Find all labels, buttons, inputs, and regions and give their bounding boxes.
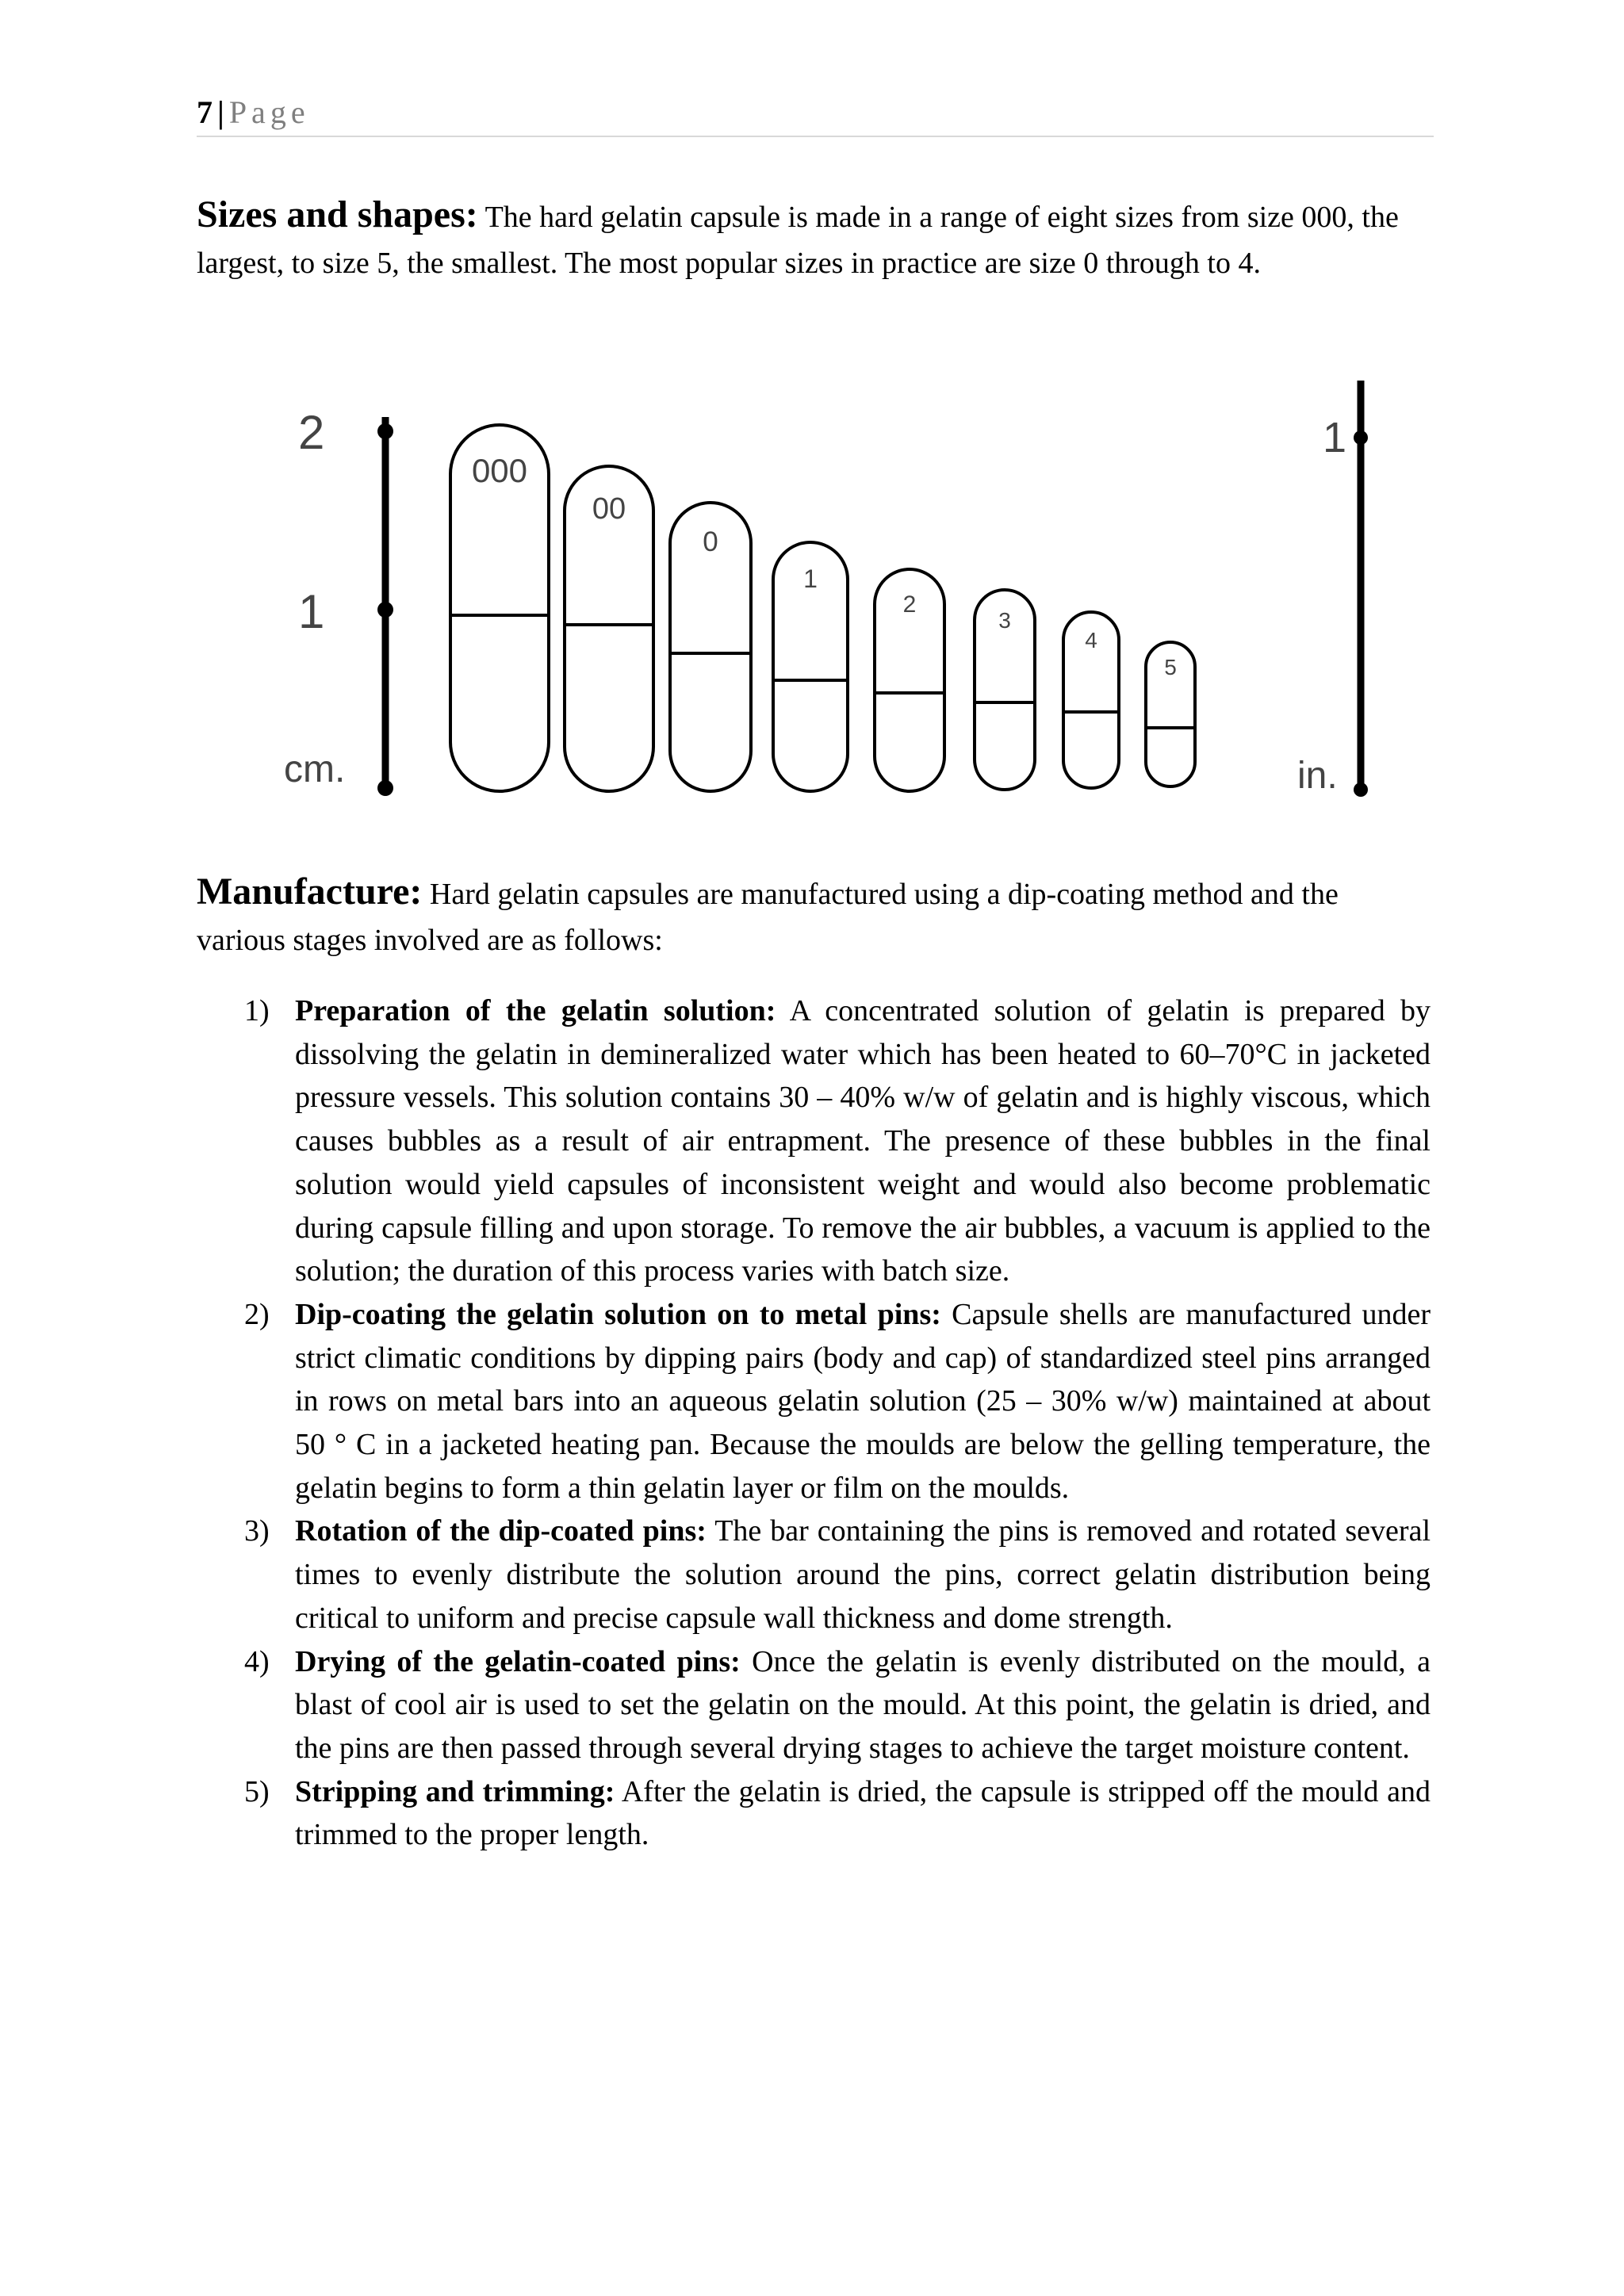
- step-marker: 1): [244, 994, 270, 1027]
- step-item: [235, 1510, 1431, 1640]
- cm-label-2: 2: [298, 406, 325, 459]
- inch-scale: [1297, 381, 1368, 797]
- capsule-size-label: 000: [471, 452, 528, 489]
- step-marker: 5): [244, 1774, 270, 1808]
- step-term: Rotation of the dip-coated pins:: [295, 1514, 707, 1548]
- page-label: Page: [228, 94, 310, 130]
- capsule-size-figure: [270, 369, 1396, 813]
- step-text: A concentrated solution of gelatin is prepared by dissolving the gelatin in demineralized water which has been heated to 60–70°C in jacketed pressure vessels. This solution contains 30 – 40% w/w of gelatin and is highly viscous, which causes bubbles as a result of air entrapment. The presence of these bubbles in the final solution would yield capsules of inconsistent weight and would also become problematic during capsule filling and upon storage. To remove the air bubbles, a vacuum is applied to the solution; the duration of this process varies with batch size.: [295, 994, 1431, 1288]
- sizes-paragraph: [197, 192, 1418, 286]
- capsule-size-label: 3: [998, 608, 1011, 633]
- page-number: 7: [197, 94, 213, 130]
- step-text: The bar containing the pins is removed and rotated several times to evenly distribute the solution around the pins, correct gelatin distribution being critical to uniform and precise capsule wall thickness and dome strength.: [295, 1514, 1431, 1635]
- capsule-size-5: [1146, 642, 1195, 786]
- capsule-size-00: [565, 466, 653, 791]
- step-marker: 3): [244, 1514, 270, 1548]
- capsule-size-1: [773, 542, 848, 791]
- capsule-size-2: [875, 569, 944, 791]
- step-term: Preparation of the gelatin solution:: [295, 994, 776, 1027]
- capsule-size-000: [450, 425, 549, 791]
- manufacture-text: Hard gelatin capsules are manufactured using a dip-coating method and the various stages involved are as follows:: [197, 878, 1339, 957]
- capsule-size-label: 2: [902, 591, 917, 618]
- capsule-size-3: [975, 590, 1035, 790]
- step-term: Dip-coating the gelatin solution on to metal pins:: [295, 1297, 941, 1331]
- capsule-size-0: [670, 503, 751, 791]
- manufacture-heading: Manufacture:: [197, 871, 423, 913]
- capsule-size-label: 1: [803, 564, 818, 593]
- step-marker: 2): [244, 1297, 270, 1331]
- header-separator: |: [217, 94, 224, 130]
- capsule-size-label: 4: [1085, 628, 1097, 652]
- cm-label-1: 1: [298, 585, 325, 638]
- step-item: [235, 1770, 1431, 1857]
- cm-unit-label: cm.: [284, 748, 346, 790]
- step-item: [235, 1293, 1431, 1510]
- sizes-text: The hard gelatin capsule is made in a range of eight sizes from size 000, the largest, to size 5, the smallest. The most popular sizes in practice are size 0 through to 4.: [197, 201, 1399, 280]
- capsule-group: [450, 425, 1195, 791]
- step-text: Capsule shells are manufactured under strict climatic conditions by dipping pairs (body and cap) of standardized steel pins arranged in rows on metal bars into an aqueous gelatin solution (25 – 30% w/w) maintained at about 50 ° C in a jacketed heating pan. Because the moulds are below the gelling temperature, the gelatin begins to form a thin gelatin layer or film on the moulds.: [295, 1297, 1431, 1505]
- page-header: [197, 94, 1434, 137]
- capsule-size-label: 5: [1164, 655, 1177, 679]
- capsule-size-4: [1063, 612, 1119, 788]
- capsule-size-label: 0: [703, 526, 718, 557]
- sizes-heading: Sizes and shapes:: [197, 193, 478, 235]
- step-item: [235, 1640, 1431, 1770]
- step-item: [235, 989, 1431, 1293]
- manufacture-steps-list: [235, 989, 1431, 1857]
- step-text: After the gelatin is dried, the capsule is stripped off the mould and trimmed to the proper length.: [295, 1774, 1431, 1852]
- capsule-size-diagram: [270, 369, 1396, 813]
- manufacture-paragraph: [197, 869, 1418, 963]
- step-marker: 4): [244, 1644, 270, 1678]
- step-term: Drying of the gelatin-coated pins:: [295, 1644, 741, 1678]
- inch-label-1: 1: [1323, 414, 1347, 461]
- step-text: Once the gelatin is evenly distributed on the mould, a blast of cool air is used to set the gelatin on the mould. At this point, the gelatin is dried, and the pins are then passed through several drying stages to achieve the target moisture content.: [295, 1644, 1431, 1765]
- cm-scale: [284, 406, 393, 796]
- step-term: Stripping and trimming:: [295, 1774, 615, 1808]
- capsule-size-label: 00: [592, 492, 626, 526]
- inch-unit-label: in.: [1297, 755, 1338, 797]
